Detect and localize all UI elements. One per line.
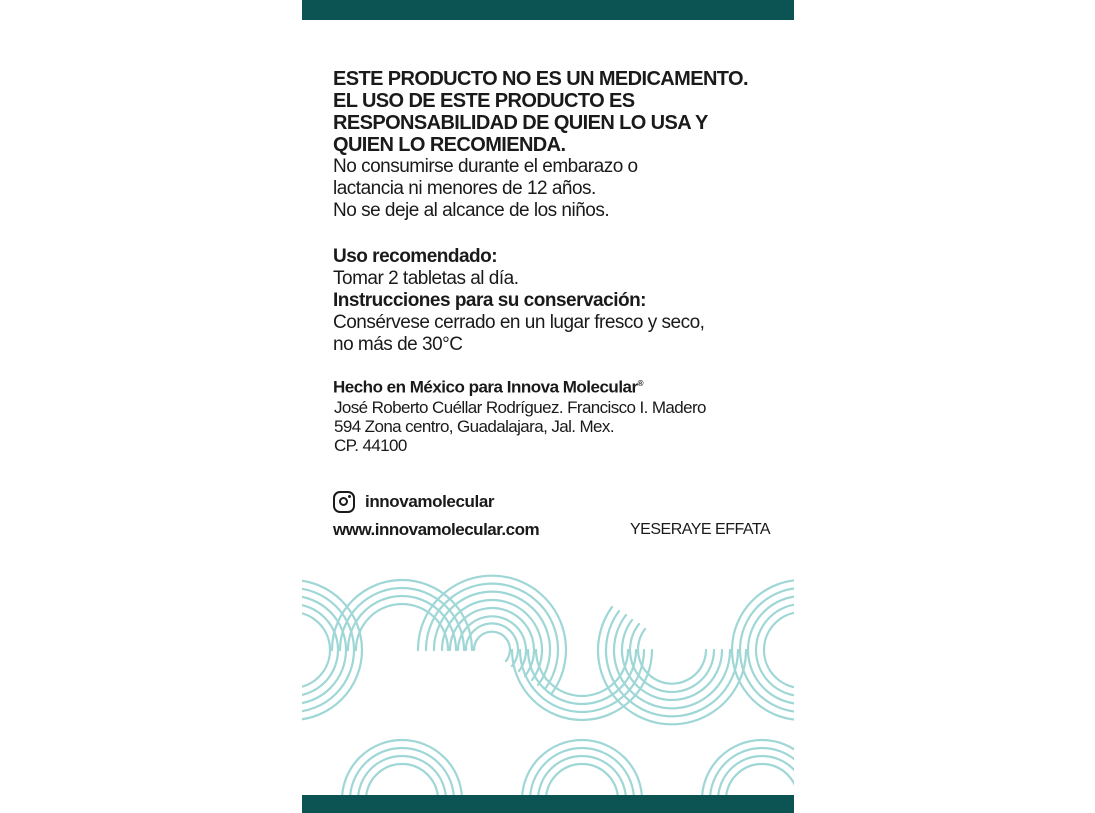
warning-body-line: lactancia ni menores de 12 años. [333, 178, 596, 199]
instagram-row[interactable] [333, 488, 494, 516]
warning-heading-line: ESTE PRODUCTO NO ES UN MEDICAMENTO. [333, 68, 748, 90]
storage-text-line: Consérvese cerrado en un lugar fresco y seco, [333, 312, 705, 333]
made-in-text: Hecho en México para [333, 377, 503, 397]
warning-body-line: No consumirse durante el embarazo o [333, 156, 638, 177]
address-line: CP. 44100 [334, 435, 407, 455]
address-line: José Roberto Cuéllar Rodríguez. Francisco I. Madero [334, 397, 706, 417]
product-label [302, 0, 794, 813]
warning-body-line: No se deje al alcance de los niños. [333, 200, 610, 221]
recommended-use-title: Uso recomendado: [333, 246, 498, 267]
usage-section [333, 246, 773, 356]
warning-heading-line: RESPONSABILIDAD DE QUIEN LO USA Y [333, 112, 708, 134]
address-line: 594 Zona centro, Guadalajara, Jal. Mex. [334, 416, 614, 436]
bottom-color-band [302, 795, 794, 813]
recommended-use-text: Tomar 2 tabletas al día. [333, 268, 519, 289]
brand-name: YESERAYE EFFATA [630, 521, 771, 538]
company-name: Innova Molecular [506, 377, 638, 397]
warning-section [333, 68, 773, 222]
instagram-handle[interactable]: innovamolecular [365, 492, 495, 511]
made-in-line [333, 374, 783, 398]
warning-heading-line: QUIEN LO RECOMIENDA. [333, 134, 566, 156]
storage-title: Instrucciones para su conservación: [333, 290, 647, 311]
registered-mark: ® [637, 379, 644, 388]
warning-heading-line: EL USO DE ESTE PRODUCTO ES [333, 90, 635, 112]
decorative-wave-pattern [302, 570, 794, 795]
top-color-band [302, 0, 794, 20]
website-link[interactable]: www.innovamolecular.com [333, 520, 540, 539]
manufacturer-section [333, 374, 783, 455]
instagram-icon[interactable] [333, 491, 355, 513]
storage-text-line: no más de 30°C [333, 334, 463, 355]
